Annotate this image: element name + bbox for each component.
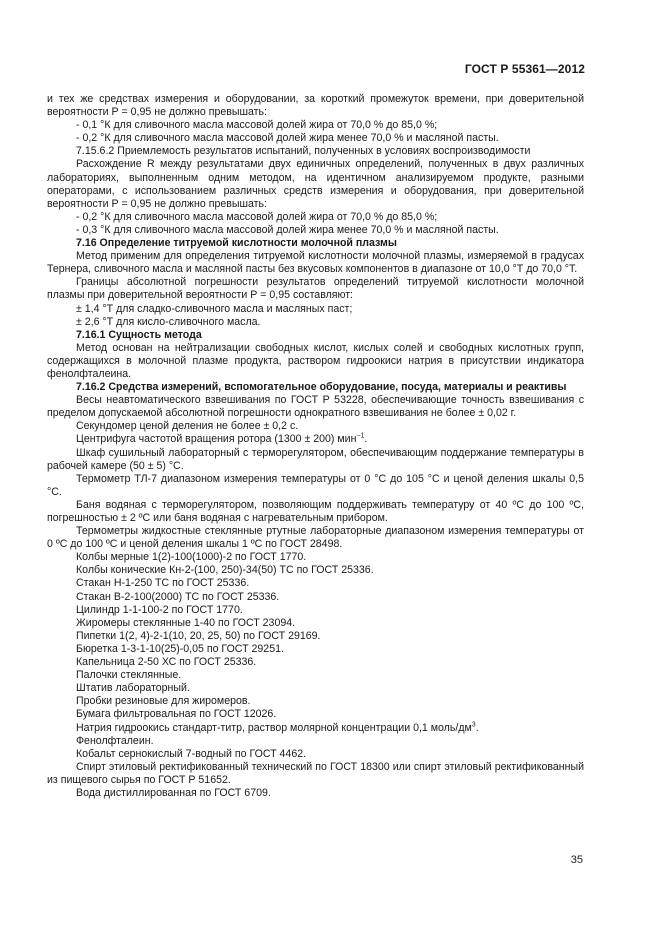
list-item: Жиромеры стеклянные 1-40 по ГОСТ 23094. xyxy=(76,616,296,629)
paragraph: Баня водяная с терморегулятором, позволяющим поддерживать температуру от 40 ºС до 100 ºС, погрешностью ± 2 ºС или баня водяная с нагревательным прибором. xyxy=(47,498,584,524)
section-heading: 7.16.2 Средства измерений, вспомогательное оборудование, посуда, материалы и реактивы xyxy=(76,381,567,394)
list-item: Цилиндр 1-1-100-2 по ГОСТ 1770. xyxy=(76,603,243,616)
page-number: 35 xyxy=(570,854,583,866)
list-item: ± 1,4 °Т для сладко-сливочного масла и масляных паст; xyxy=(76,302,353,315)
list-item: Палочки стеклянные. xyxy=(76,669,182,682)
list-item: Пробки резиновые для жиромеров. xyxy=(76,695,251,708)
list-item: - 0,3 °К для сливочного масла массовой долей жира менее 70,0 % и масляной пасты. xyxy=(76,223,499,236)
list-item: Колбы мерные 1(2)-100(1000)-2 по ГОСТ 1770. xyxy=(76,551,307,564)
document-header: ГОСТ Р 55361—2012 xyxy=(464,62,585,76)
list-item: ± 2,6 °Т для кисло-сливочного масла. xyxy=(76,315,261,328)
paragraph: Секундомер ценой деления не более ± 0,2 с. xyxy=(76,420,299,433)
paragraph xyxy=(47,433,584,446)
list-item: Бюретка 1-3-1-10(25)-0,05 по ГОСТ 29251. xyxy=(76,642,284,655)
list-item: Кобальт сернокислый 7-водный по ГОСТ 4462. xyxy=(76,747,307,760)
list-item: Штатив лабораторный. xyxy=(76,682,190,695)
paragraph: Границы абсолютной погрешности результатов определений титруемой кислотности молочной плазмы при доверительной вероятности Р = 0,95 составляют: xyxy=(47,276,584,302)
list-item: Капельница 2-50 ХС по ГОСТ 25336. xyxy=(76,656,257,669)
paragraph: Весы неавтоматического взвешивания по ГОСТ Р 53228, обеспечивающие точность взвешивания с пределом допускаемой абсолютной погрешности однократного взвешивания не более ± 0,02 г. xyxy=(47,394,584,420)
list-item: Фенолфталеин. xyxy=(76,734,154,747)
list-item: Вода дистиллированная по ГОСТ 6709. xyxy=(76,786,271,799)
paragraph: Термометр ТЛ-7 диапазоном измерения температуры от 0 °С до 105 °С и ценой деления шкалы 0,5 °С. xyxy=(47,472,584,498)
document-body xyxy=(47,93,584,800)
list-item: Бумага фильтровальная по ГОСТ 12026. xyxy=(76,708,277,721)
superscript: 3 xyxy=(471,720,476,728)
list-item: Колбы конические Кн-2-(100, 250)-34(50) ТС по ГОСТ 25336. xyxy=(76,564,374,577)
paragraph-text: Центрифуга частотой вращения ротора (1300 ± 200) мин xyxy=(76,433,357,446)
superscript: −1 xyxy=(356,432,365,440)
section-heading: 7.16 Определение титруемой кислотности молочной плазмы xyxy=(76,237,397,250)
trailing-period: . xyxy=(475,721,479,734)
paragraph: Термометры жидкостные стеклянные ртутные лабораторные диапазоном измерения температуры от 0 ºС до 100 ºС и ценой деления шкалы 1 ºС по ГОСТ 28498. xyxy=(47,525,584,551)
paragraph: Расхождение R между результатами двух единичных определений, полученных в двух различных лабораториях, выполненным одним методом, на идентичном анализируемом продукте, разными операторами, с использованием различных средств измерения и оборудования, при доверительной вероятности Р = 0,95 не должно превышать: xyxy=(47,158,584,210)
trailing-period: . xyxy=(364,433,368,446)
list-item: Стакан Н-1-250 ТС по ГОСТ 25336. xyxy=(76,577,250,590)
list-item: - 0,1 °К для сливочного масла массовой долей жира от 70,0 % до 85,0 %; xyxy=(76,119,438,132)
paragraph: Метод основан на нейтрализации свободных кислот, кислых солей и свободных кислотных групп, содержащихся в молочной плазме продукта, раствором гидроокиси натрия в присутствии индикатора фенолфталеина. xyxy=(47,341,584,380)
subsection-title: 7.15.6.2 Приемлемость результатов испытаний, полученных в условиях воспроизводимости xyxy=(76,145,531,158)
list-item xyxy=(47,722,584,735)
paragraph: и тех же средствах измерения и оборудовании, за короткий промежуток времени, при доверительной вероятности Р = 0,95 не должно превышать: xyxy=(47,93,584,119)
list-item: - 0,2 °К для сливочного масла массовой долей жира от 70,0 % до 85,0 %; xyxy=(76,210,438,223)
section-heading: 7.16.1 Сущность метода xyxy=(76,328,202,341)
paragraph: Шкаф сушильный лабораторный с терморегулятором, обеспечивающим поддержание температуры в рабочей камере (50 ± 5) °С. xyxy=(47,446,584,472)
paragraph-text: Натрия гидроокись стандарт-титр, раствор молярной концентрации 0,1 моль/дм xyxy=(76,721,472,734)
paragraph: Спирт этиловый ректификованный технический по ГОСТ 18300 или спирт этиловый ректификованный из пищевого сырья по ГОСТ Р 51652. xyxy=(47,760,584,786)
list-item: Стакан В-2-100(2000) ТС по ГОСТ 25336. xyxy=(76,590,280,603)
paragraph: Метод применим для определения титруемой кислотности молочной плазмы, измеряемой в градусах Тернера, сливочного масла и масляной пасты без вкусовых компонентов в диапазоне от 10,0 °Т до 70,0 °Т. xyxy=(47,250,584,276)
list-item: Пипетки 1(2, 4)-2-1(10, 20, 25, 50) по ГОСТ 29169. xyxy=(76,629,321,642)
list-item: - 0,2 °К для сливочного масла массовой долей жира менее 70,0 % и масляной пасты. xyxy=(76,132,499,145)
